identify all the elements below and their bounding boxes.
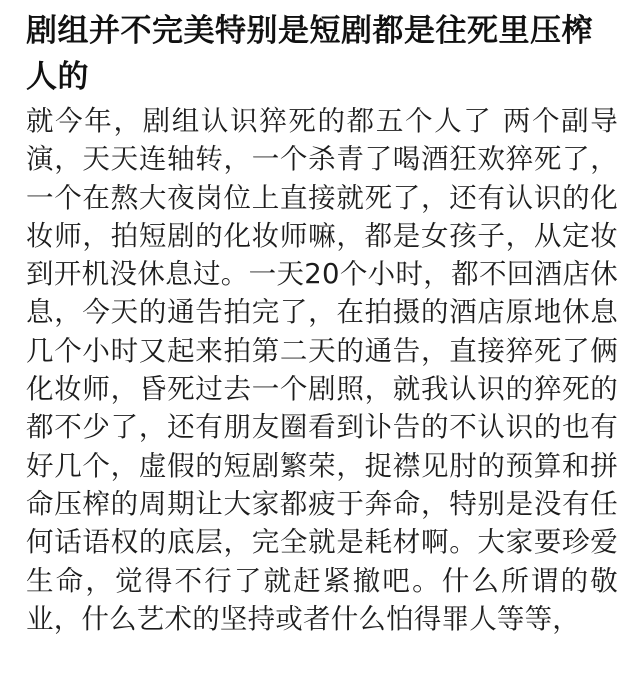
post-body-text: 就今年，剧组认识猝死的都五个人了 两个副导演，天天连轴转，一个杀青了喝酒狂欢猝死了，一个在熬大夜岗位上直接就死了，还有认识的化妆师，拍短剧的化妆师嘛，都是女孩子，从定妆到开机没休息过。一天20个小时，都不回酒店休息，今天的通告拍完了，在拍摄的酒店原地休息几个小时又起来拍第二天的通告，直接猝死了俩化妆师，昏死过去一个剧照，就我认识的猝死的都不少了，还有朋友圈看到讣告的不认识的也有好几个，虚假的短剧繁荣，捉襟见肘的预算和拼命压榨的周期让大家都疲于奔命，特别是没有任何话语权的底层，完全就是耗材啊。大家要珍爱生命，觉得不行了就赶紧撤吧。什么所谓的敬业，什么艺术的坚持或者什么怕得罪人等等， [26, 105, 618, 635]
post-title: 剧组并不完美特别是短剧都是往死里压榨人的 [26, 13, 593, 95]
